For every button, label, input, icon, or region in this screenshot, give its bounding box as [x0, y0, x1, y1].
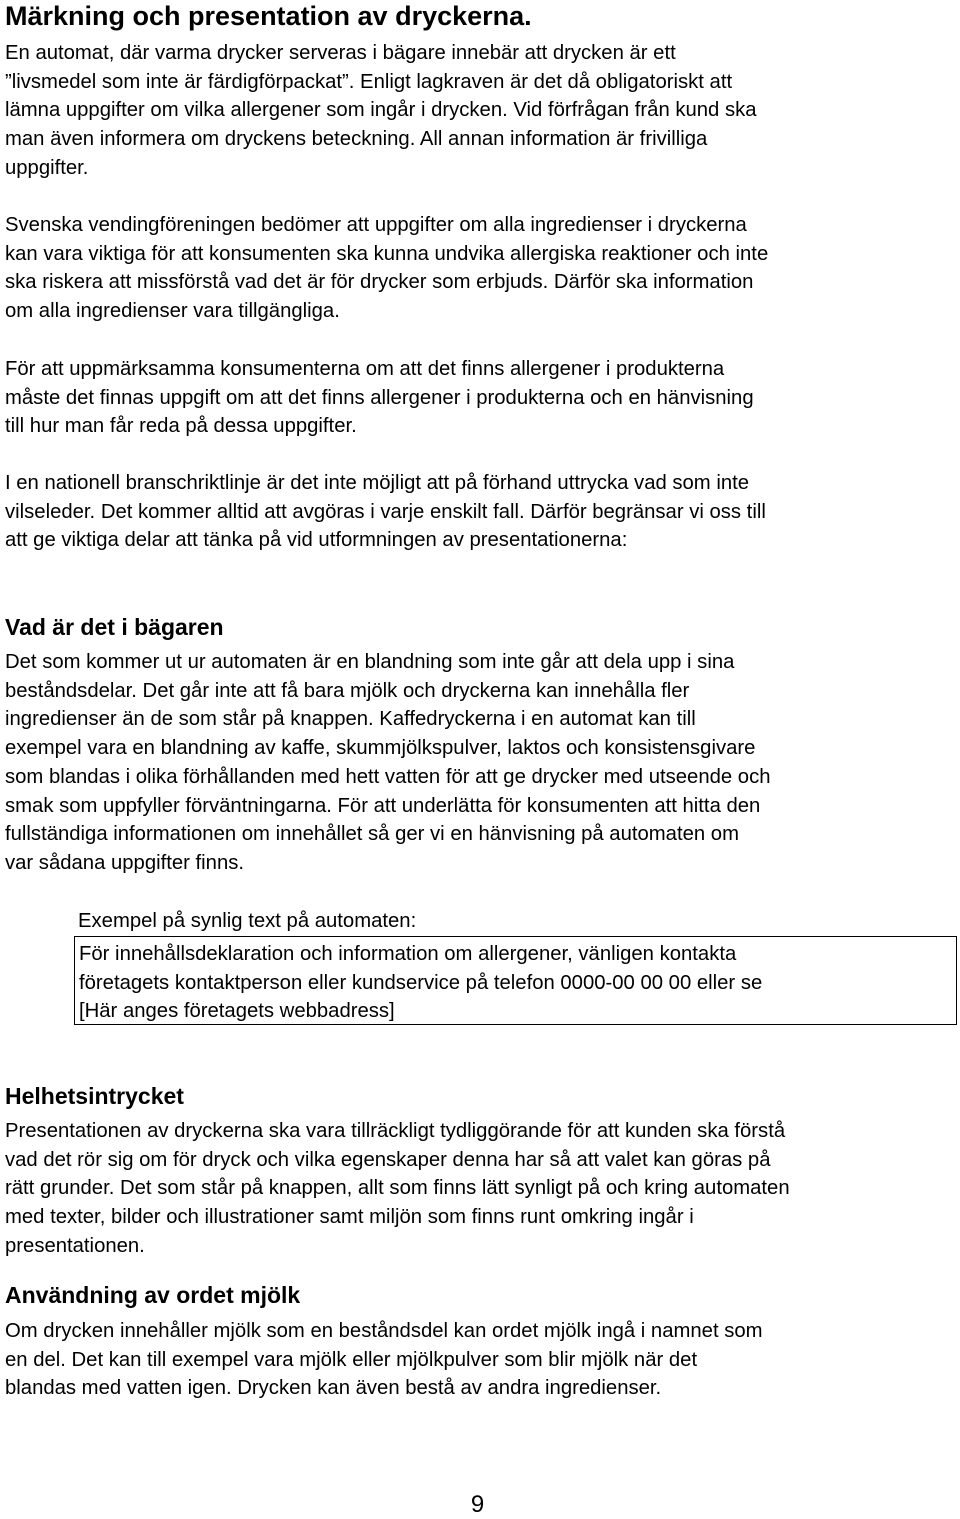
- text-line: måste det finnas uppgift om att det finns allergener i produkterna och en hänvisning: [5, 386, 754, 409]
- text-line: vad det rör sig om för dryck och vilka egenskaper denna har så att valet kan göras på: [5, 1148, 771, 1171]
- vending-association-paragraph: [5, 211, 950, 326]
- text-line: ”livsmedel som inte är färdigförpackat”. Enligt lagkraven är det då obligatoriskt att: [5, 70, 733, 93]
- section-heading-word-milk: Användning av ordet mjölk: [5, 1282, 301, 1308]
- text-line: ingredienser än de som står på knappen. Kaffedryckerna i en automat kan till: [5, 708, 696, 731]
- overall-impression-paragraph: [5, 1117, 950, 1261]
- text-line: Om drycken innehåller mjölk som en beståndsdel kan ordet mjölk ingå i namnet som: [5, 1320, 763, 1342]
- allergen-notice-paragraph: [5, 355, 950, 441]
- section-heading-cup-contents: Vad är det i bägaren: [5, 614, 224, 640]
- text-line: För att uppmärksamma konsumenterna om att det finns allergener i produkterna: [5, 358, 725, 380]
- text-line: [Här anges företagets webbadress]: [79, 1000, 395, 1023]
- text-line: var sådana uppgifter finns.: [5, 851, 245, 874]
- text-line: man även informera om dryckens beteckning. All annan information är frivilliga: [5, 128, 708, 151]
- text-line: Det som kommer ut ur automaten är en blandning som inte går att dela upp i sina: [5, 651, 735, 673]
- text-line: lämna uppgifter om vilka allergener som ingår i drycken. Vid förfrågan från kund ska: [5, 99, 757, 122]
- example-text-box: [74, 936, 957, 1025]
- text-line: blandas med vatten igen. Drycken kan även bestå av andra ingredienser.: [5, 1377, 662, 1400]
- text-line: som blandas i olika förhållanden med hett vatten för att ge drycker med utseende och: [5, 765, 771, 788]
- text-line: ska riskera att missförstå vad det är för drycker som erbjuds. Därför ska information: [5, 271, 754, 294]
- text-line: smak som uppfyller förväntningarna. För att underlätta för konsumenten att hitta den: [5, 794, 761, 817]
- word-milk-paragraph: [5, 1317, 950, 1403]
- text-line: att ge viktiga delar att tänka på vid utformningen av presentationerna:: [5, 529, 628, 552]
- text-line: För innehållsdeklaration och information om allergener, vänligen kontakta: [79, 943, 737, 965]
- text-line: uppgifter.: [5, 156, 89, 179]
- guideline-paragraph: [5, 469, 950, 555]
- section-heading-overall-impression: Helhetsintrycket: [5, 1083, 184, 1109]
- page-number: 9: [470, 1491, 485, 1518]
- page-title: Märkning och presentation av dryckerna.: [5, 1, 532, 31]
- text-line: med texter, bilder och illustrationer samt miljön som finns runt omkring ingår i: [5, 1206, 694, 1229]
- text-line: Presentationen av dryckerna ska vara tillräckligt tydliggörande för att kunden ska förstå: [5, 1120, 786, 1142]
- text-line: Svenska vendingföreningen bedömer att uppgifter om alla ingredienser i dryckerna: [5, 214, 747, 236]
- text-line: fullständiga informationen om innehållet så ger vi en hänvisning på automaten om: [5, 823, 739, 846]
- text-line: företagets kontaktperson eller kundservice på telefon 0000-00 00 00 eller se: [79, 971, 763, 994]
- text-line: En automat, där varma drycker serveras i bägare innebär att drycken är ett: [5, 42, 676, 64]
- text-line: I en nationell branschriktlinje är det inte möjligt att på förhand uttrycka vad som inte: [5, 472, 750, 494]
- text-line: rätt grunder. Det som står på knappen, allt som finns lätt synligt på och kring automaten: [5, 1177, 790, 1200]
- text-line: kan vara viktiga för att konsumenten ska kunna undvika allergiska reaktioner och inte: [5, 242, 769, 265]
- text-line: beståndsdelar. Det går inte att få bara mjölk och dryckerna kan innehålla fler: [5, 679, 690, 702]
- intro-paragraph: [5, 39, 950, 183]
- example-label: Exempel på synlig text på automaten:: [78, 910, 417, 932]
- text-line: en del. Det kan till exempel vara mjölk eller mjölkpulver som blir mjölk när det: [5, 1348, 698, 1371]
- text-line: till hur man får reda på dessa uppgifter.: [5, 415, 357, 438]
- text-line: om alla ingredienser vara tillgängliga.: [5, 300, 340, 323]
- text-line: presentationen.: [5, 1234, 145, 1257]
- cup-contents-paragraph: [5, 648, 950, 878]
- text-line: vilseleder. Det kommer alltid att avgöras i varje enskilt fall. Därför begränsar vi oss till: [5, 500, 766, 523]
- text-line: exempel vara en blandning av kaffe, skummjölkspulver, laktos och konsistensgivare: [5, 737, 756, 760]
